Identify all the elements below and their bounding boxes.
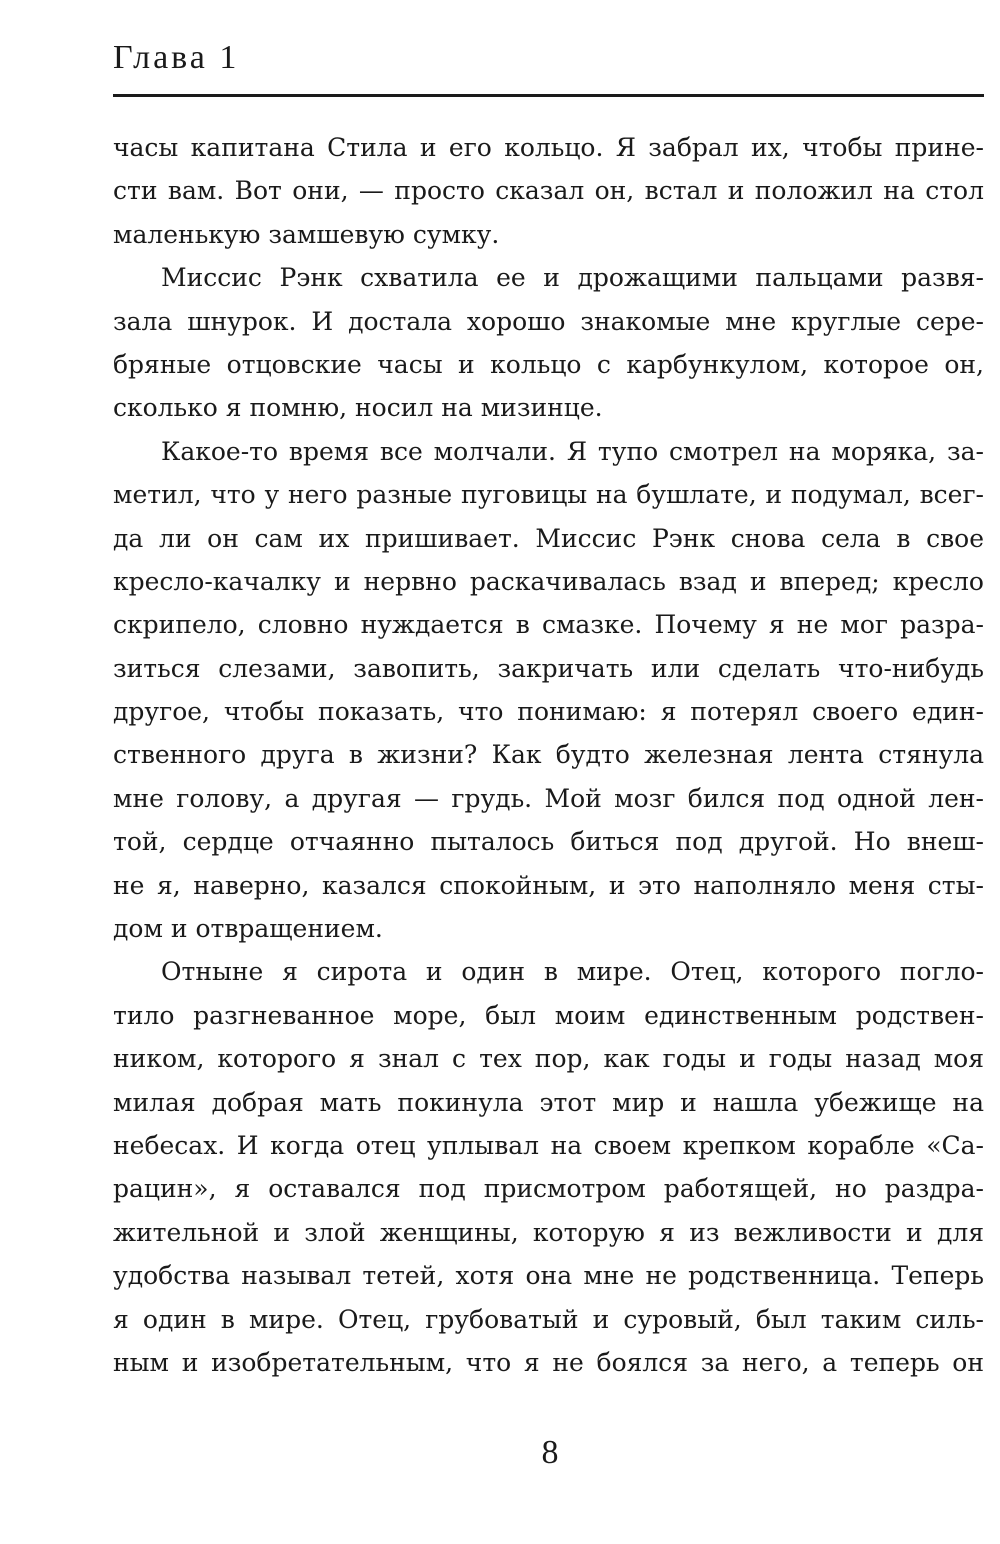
text-line: удобства называл тетей, хотя она мне не родственница. Теперь (113, 1261, 984, 1291)
text-line: жительной и злой женщины, которую я из вежливости и для (113, 1217, 984, 1247)
text-line: той, сердце отчаянно пыталось биться под другой. Но внеш- (113, 827, 984, 857)
page-number: 8 (541, 1434, 559, 1471)
text-line: скрипело, словно нуждается в смазке. Почему я не мог разра- (113, 610, 984, 640)
text-line: ственного друга в жизни? Как будто железная лента стянула (113, 740, 984, 770)
text-line: рацин», я оставался под присмотром работящей, но раздра- (113, 1174, 984, 1204)
text-line: Миссис Рэнк схватила ее и дрожащими пальцами развя- (161, 263, 984, 293)
text-line: не я, наверно, казался спокойным, и это наполняло меня сты- (113, 870, 984, 900)
text-line: часы капитана Стила и его кольцо. Я забрал их, чтобы прине- (113, 133, 984, 162)
text-line: Отныне я сирота и один в мире. Отец, которого погло- (161, 957, 984, 987)
text-line: бряные отцовские часы и кольцо с карбункулом, которое он, (113, 349, 984, 379)
text-line: ным и изобретательным, что я не боялся за него, а теперь он (113, 1347, 984, 1377)
text-line: сколько я помню, носил на мизинце. (113, 393, 603, 423)
text-line: другое, чтобы показать, что понимаю: я потерял своего един- (113, 697, 984, 727)
text-line: небесах. И когда отец уплывал на своем крепком корабле «Са- (113, 1130, 984, 1160)
text-line: дом и отвращением. (113, 914, 383, 944)
text-line: метил, что у него разные пуговицы на бушлате, и подумал, всег- (113, 480, 984, 510)
text-line: зала шнурок. И достала хорошо знакомые мне круглые сере- (113, 306, 984, 336)
text-line: сти вам. Вот они, — просто сказал он, встал и положил на стол (113, 176, 984, 206)
text-line: ником, которого я знал с тех пор, как годы и годы назад моя (113, 1044, 984, 1074)
text-line: тило разгневанное море, был моим единственным родствен- (113, 1000, 984, 1030)
text-line: да ли он сам их пришивает. Миссис Рэнк снова села в свое (113, 523, 984, 553)
header-rule (113, 94, 984, 97)
text-line: я один в мире. Отец, грубоватый и суровый, был таким силь- (113, 1304, 984, 1334)
text-line: маленькую замшевую сумку. (113, 219, 500, 249)
text-line: милая добрая мать покинула этот мир и нашла убежище на (113, 1087, 984, 1117)
text-line: кресло-качалку и нервно раскачивалась взад и вперед; кресло (113, 566, 984, 596)
text-line: мне голову, а другая — грудь. Мой мозг бился под одной лен- (113, 783, 984, 813)
text-line: зиться слезами, завопить, закричать или сделать что-нибудь (113, 653, 984, 683)
text-line: Какое-то время все молчали. Я тупо смотрел на моряка, за- (161, 436, 984, 466)
chapter-header: Глава 1 (113, 39, 240, 76)
body-text (113, 126, 984, 1384)
